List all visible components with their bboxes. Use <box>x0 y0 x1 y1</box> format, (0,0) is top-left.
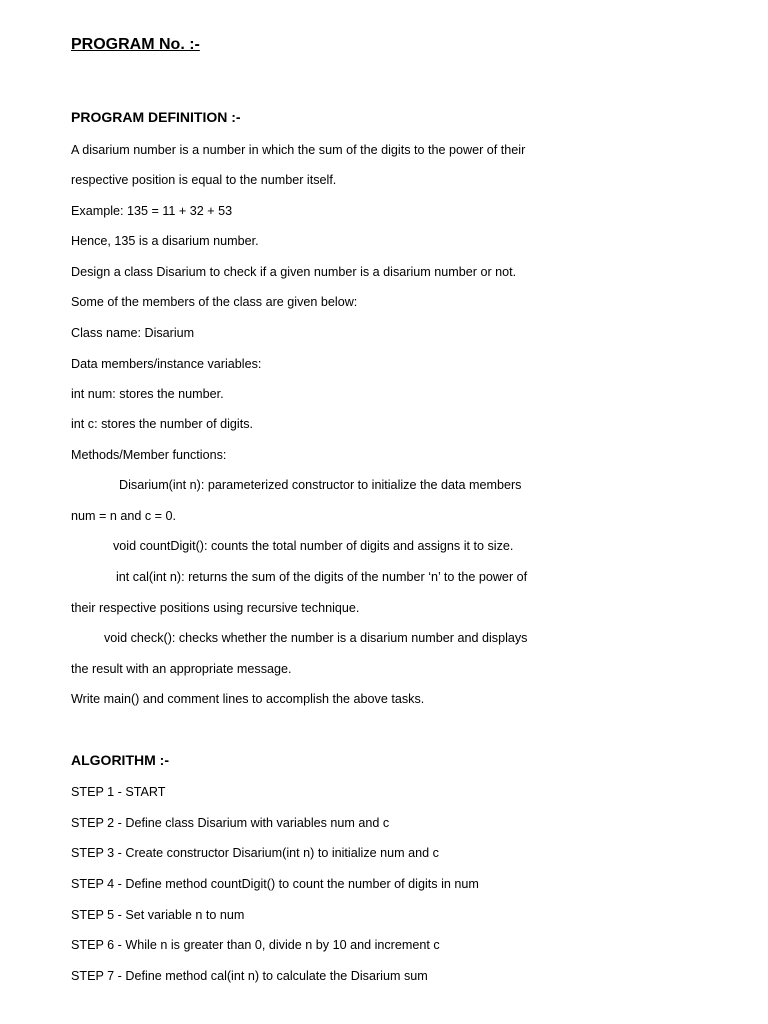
definition-line: Methods/Member functions: <box>71 448 227 462</box>
definition-line: void check(): checks whether the number is a disarium number and displays <box>104 631 528 645</box>
definition-line: Data members/instance variables: <box>71 357 262 371</box>
algorithm-step: STEP 3 - Create constructor Disarium(int n) to initialize num and c <box>71 846 439 860</box>
definition-line: Write main() and comment lines to accomplish the above tasks. <box>71 692 425 706</box>
definition-line: Design a class Disarium to check if a given number is a disarium number or not. <box>71 265 517 279</box>
algorithm-step: STEP 4 - Define method countDigit() to count the number of digits in num <box>71 877 479 891</box>
algorithm-step: STEP 5 - Set variable n to num <box>71 908 245 922</box>
algorithm-step: STEP 7 - Define method cal(int n) to calculate the Disarium sum <box>71 969 428 983</box>
definition-line: A disarium number is a number in which the sum of the digits to the power of their <box>71 143 526 157</box>
definition-line: Example: 135 = 11 + 32 + 53 <box>71 204 233 218</box>
definition-line: int num: stores the number. <box>71 387 224 401</box>
algorithm-step: STEP 1 - START <box>71 785 166 799</box>
definition-line: void countDigit(): counts the total number of digits and assigns it to size. <box>113 539 514 553</box>
definition-line: their respective positions using recursive technique. <box>71 601 360 615</box>
definition-line: Hence, 135 is a disarium number. <box>71 234 259 248</box>
definition-line: int c: stores the number of digits. <box>71 417 253 431</box>
algorithm-step: STEP 6 - While n is greater than 0, divide n by 10 and increment c <box>71 938 440 952</box>
definition-line: Some of the members of the class are given below: <box>71 295 358 309</box>
definition-line: Class name: Disarium <box>71 326 195 340</box>
definition-line: respective position is equal to the number itself. <box>71 173 337 187</box>
definition-heading: PROGRAM DEFINITION :- <box>71 109 241 125</box>
definition-line: int cal(int n): returns the sum of the digits of the number ‘n’ to the power of <box>116 570 528 584</box>
definition-line: the result with an appropriate message. <box>71 662 292 676</box>
program-title: PROGRAM No. :- <box>71 36 200 53</box>
definition-line: num = n and c = 0. <box>71 509 177 523</box>
definition-line: Disarium(int n): parameterized constructor to initialize the data members <box>119 478 522 492</box>
algorithm-heading: ALGORITHM :- <box>71 752 169 768</box>
algorithm-step: STEP 2 - Define class Disarium with variables num and c <box>71 816 390 830</box>
